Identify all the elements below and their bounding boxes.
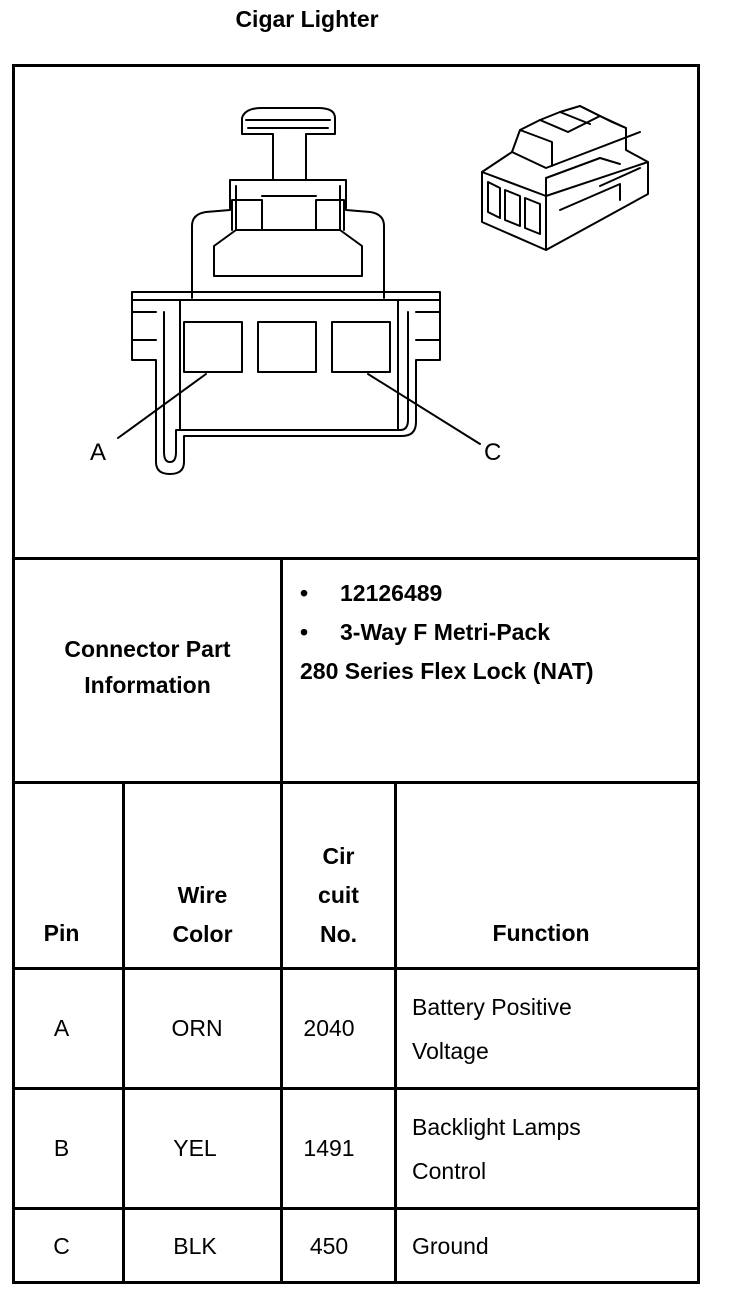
header-function <box>397 914 685 953</box>
header-wire-color-line2: Color <box>172 921 233 947</box>
pin-c-label: C <box>484 439 502 466</box>
header-circuit-line1: Cir <box>322 843 355 869</box>
cell-pin: B <box>53 1135 70 1161</box>
divider <box>12 1087 700 1090</box>
cell-wire-color: ORN <box>171 1015 223 1041</box>
cell-function <box>412 1105 581 1193</box>
header-circuit-line2: cuit <box>318 882 359 908</box>
pin-a-label: A <box>90 439 107 466</box>
part-number: 12126489 <box>340 580 443 606</box>
connector-iso-view <box>482 106 648 250</box>
cell-pin: C <box>53 1233 70 1259</box>
cell-function-line1: Ground <box>412 1233 489 1259</box>
divider <box>12 967 700 970</box>
header-circuit <box>283 837 394 954</box>
connector-part-label-line1: Connector Part <box>64 636 231 662</box>
divider <box>394 781 397 1284</box>
header-function-text: Function <box>492 920 590 946</box>
cell-wire-color: BLK <box>173 1233 217 1259</box>
bullet-icon: • <box>300 619 309 645</box>
cell-function-line1: Battery Positive <box>412 994 572 1020</box>
cell-function <box>412 1224 489 1268</box>
cell-function-line2: Voltage <box>412 1038 489 1064</box>
cell-function-line2: Control <box>412 1158 487 1184</box>
cell-pin: A <box>53 1015 70 1041</box>
header-pin <box>15 914 108 953</box>
header-pin-text: Pin <box>43 920 80 946</box>
cell-circuit: 1491 <box>303 1135 355 1161</box>
header-circuit-line3: No. <box>319 921 358 947</box>
connector-front-view <box>118 108 480 474</box>
connector-part-label-line2: Information <box>84 672 211 699</box>
cell-function <box>412 985 572 1073</box>
divider <box>12 1207 700 1210</box>
part-type: 3-Way F Metri-Pack <box>340 619 551 645</box>
divider <box>12 781 700 784</box>
bullet-icon: • <box>300 580 309 606</box>
cell-function-line1: Backlight Lamps <box>412 1114 581 1140</box>
part-series: 280 Series Flex Lock (NAT) <box>300 658 594 684</box>
header-wire-color <box>125 876 280 954</box>
header-wire-color-line1: Wire <box>177 882 228 908</box>
cell-circuit: 450 <box>309 1233 349 1259</box>
page-title: Cigar Lighter <box>235 6 379 32</box>
cell-circuit: 2040 <box>303 1015 355 1041</box>
connector-diagram <box>0 0 736 560</box>
connector-part-label <box>15 636 280 699</box>
cell-wire-color: YEL <box>173 1135 217 1161</box>
